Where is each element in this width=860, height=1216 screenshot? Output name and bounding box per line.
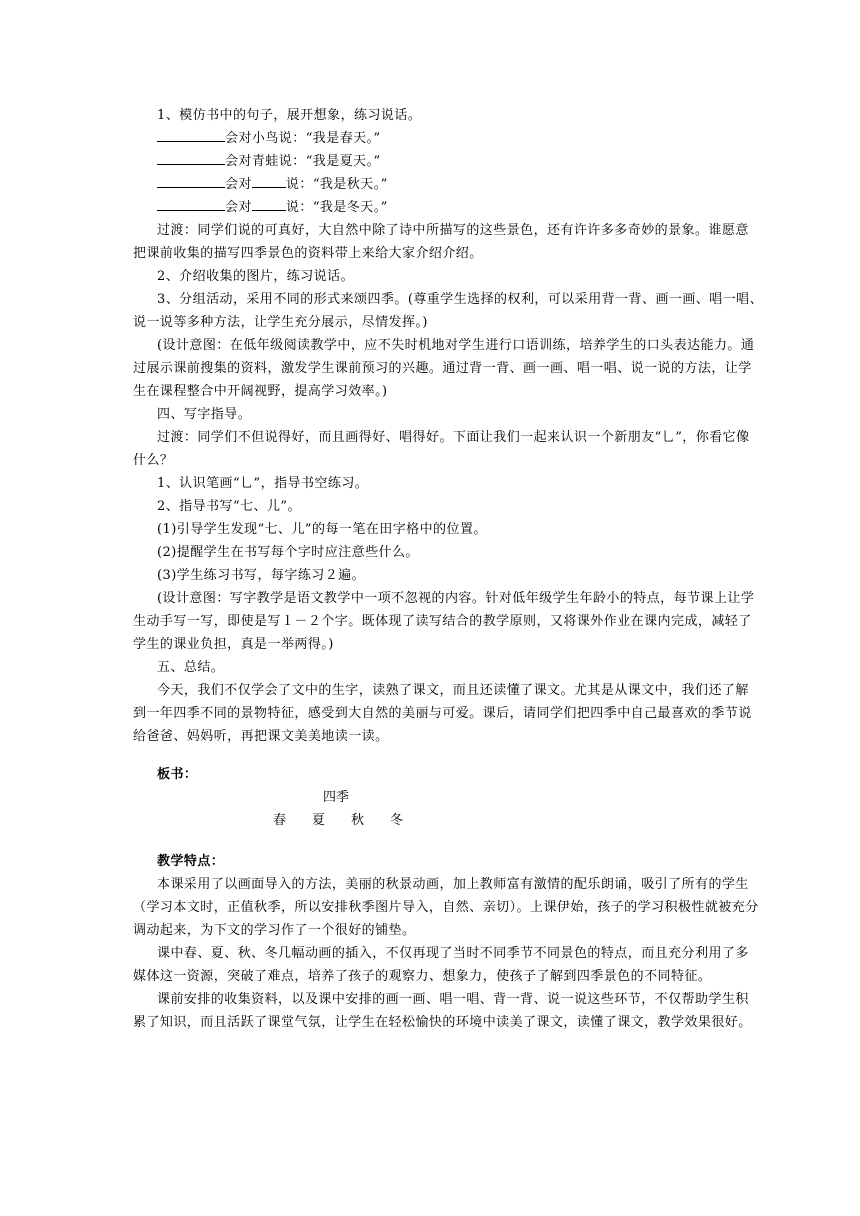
practice-line-spring: 会对小鸟说：“我是春天。” bbox=[157, 127, 757, 150]
paragraph-line: 把课前收集的描写四季景色的资料带上来给大家介绍介绍。 bbox=[133, 246, 483, 261]
paragraph-line: 过渡：同学们说的可真好，大自然中除了诗中所描写的这些景色，还有许许多多奇妙的景象。谁愿意 bbox=[157, 223, 749, 238]
paragraph-line: (3)学生练习书写，每字练习２遍。 bbox=[157, 568, 366, 583]
paragraph-line: 给爸爸、妈妈听，再把课文美美地读一读。 bbox=[133, 729, 389, 744]
paragraph-line: 调动起来，为下文的学习作了一个很好的铺垫。 bbox=[133, 923, 416, 938]
section-heading: 五、总结。 bbox=[157, 660, 225, 675]
board-title: 四季 bbox=[323, 790, 350, 805]
paragraph-line: 学生的课业负担，真是一举两得。) bbox=[133, 637, 334, 652]
fill-blank bbox=[157, 197, 225, 211]
paragraph-line: 2、指导书写“七、儿”。 bbox=[157, 499, 301, 514]
practice-line-autumn: 会对 说：“我是秋天。” bbox=[157, 173, 757, 196]
paragraph-line: 2、介绍收集的图片，练习说话。 bbox=[157, 269, 355, 284]
paragraph-line: （学习本文时，正值秋季，所以安排秋季图片导入，自然、亲切）。上课伊始，孩子的学习积极性就被充分 bbox=[133, 900, 759, 915]
season-autumn: 秋 bbox=[351, 813, 365, 828]
paragraph-line: 到一年四季不同的景物特征，感受到大自然的美丽与可爱。课后，请同学们把四季中自己最喜欢的季节说 bbox=[133, 706, 752, 721]
paragraph-line: 累了知识，而且活跃了课堂气氛，让学生在轻松愉快的环境中读美了课文，读懂了课文，教学效果很好。 bbox=[133, 1015, 752, 1030]
season-summer: 夏 bbox=[312, 813, 326, 828]
paragraph-line: 今天，我们不仅学会了文中的生字，读熟了课文，而且还读懂了课文。尤其是从课文中，我们还了解 bbox=[157, 683, 749, 698]
paragraph-line: 生动手写一写，即使是写１－２个字。既体现了读写结合的教学原则，又将课外作业在课内完成，减轻了 bbox=[133, 614, 752, 629]
fill-blank bbox=[252, 174, 286, 188]
paragraph-line: 本课采用了以画面导入的方法，美丽的秋景动画，加上教师富有激情的配乐朗诵，吸引了所有的学生 bbox=[157, 877, 749, 892]
paragraph-line: 课中春、夏、秋、冬几幅动画的插入，不仅再现了当时不同季节不同景色的特点，而且充分利用了多 bbox=[157, 946, 749, 961]
practice-line-winter: 会对 说：“我是冬天。” bbox=[157, 196, 757, 219]
season-winter: 冬 bbox=[390, 813, 404, 828]
paragraph-line: 媒体这一资源，突破了难点，培养了孩子的观察力、想象力，使孩子了解到四季景色的不同特征。 bbox=[133, 969, 712, 984]
board-heading: 板书： bbox=[157, 767, 198, 782]
board-seasons bbox=[273, 809, 429, 832]
paragraph-line: 什么？ bbox=[133, 453, 174, 468]
paragraph-line: 过渡：同学们不但说得好，而且画得好、唱得好。下面让我们一起来认识一个新朋友“乚”，你看它像 bbox=[157, 430, 750, 445]
fill-blank bbox=[157, 151, 225, 165]
paragraph-line: (设计意图：写字教学是语文教学中一项不忽视的内容。针对低年级学生年龄小的特点，每节课上让学 bbox=[157, 591, 755, 606]
features-heading: 教学特点： bbox=[157, 854, 225, 869]
paragraph-line: 说一说等多种方法，让学生充分展示，尽情发挥。) bbox=[133, 315, 428, 330]
season-spring: 春 bbox=[273, 813, 287, 828]
fill-blank bbox=[157, 174, 225, 188]
fill-blank bbox=[252, 197, 286, 211]
paragraph-line: 生在课程整合中开阔视野，提高学习效率。) bbox=[133, 384, 388, 399]
paragraph-line: 1、认识笔画“乚”，指导书空练习。 bbox=[157, 476, 369, 491]
practice-line-summer: 会对青蛙说：“我是夏天。” bbox=[157, 150, 757, 173]
paragraph-line: 3、分组活动，采用不同的形式来颂四季。(尊重学生选择的权利，可以采用背一背、画一画、唱一唱、 bbox=[157, 292, 764, 307]
section-heading: 四、写字指导。 bbox=[157, 407, 252, 422]
paragraph-line: (1)引导学生发现“七、儿”的每一笔在田字格中的位置。 bbox=[157, 522, 487, 537]
practice-title: 1、模仿书中的句子，展开想象，练习说话。 bbox=[157, 108, 422, 123]
paragraph-line: (2)提醒学生在书写每个字时应注意些什么。 bbox=[157, 545, 419, 560]
fill-blank bbox=[157, 128, 225, 142]
paragraph-line: 过展示课前搜集的资料，激发学生课前预习的兴趣。通过背一背、画一画、唱一唱、说一说的方法，让学 bbox=[133, 361, 752, 376]
paragraph-line: 课前安排的收集资料，以及课中安排的画一画、唱一唱、背一背、说一说这些环节，不仅帮助学生积 bbox=[157, 992, 749, 1007]
paragraph-line: (设计意图：在低年级阅读教学中，应不失时机地对学生进行口语训练，培养学生的口头表达能力。通 bbox=[157, 338, 755, 353]
